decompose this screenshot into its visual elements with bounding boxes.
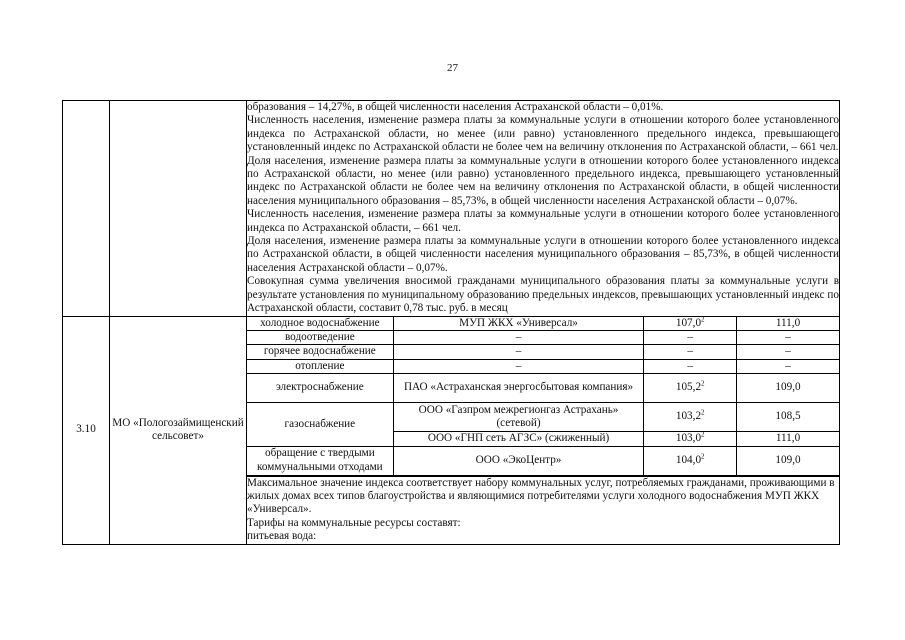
index-value: – [644, 359, 737, 373]
limit-value: 111,0 [737, 317, 840, 331]
limit-value: 111,0 [737, 432, 840, 446]
paragraph: Доля населения, изменение размера платы за коммунальные услуги в отношении которого более установленного индекса по Астраханской области, в общей численности населения муниципального образования – 85,73%, в общей численности населения Астраханской области – 0,07%. [247, 235, 839, 274]
service-name: электроснабжение [247, 374, 393, 403]
limit-value: – [737, 345, 840, 359]
service-name: холодное водоснабжение [247, 317, 393, 331]
paragraph: Тарифы на коммунальные ресурсы составят: [247, 516, 461, 529]
document-table [62, 100, 840, 545]
paragraph: Совокупная сумма увеличения вносимой гражданами муниципального образования платы за коммунальные услуги в результате установления по муниципальному образованию предельных индексов, превышающих установленный индекс по Астраханской области, составит 0,78 тыс. руб. в месяц [247, 275, 839, 315]
provider-name: ООО «ЭкоЦентр» [393, 446, 644, 475]
service-name: отопление [247, 359, 393, 373]
paragraph: Численность населения, изменение размера платы за коммунальные услуги в отношении которого более установленного индекса по Астраханской области, но менее (или равно) установленного предельного индекса, превышающего установленный индекс по Астраханской области не более чем на величину отклонения по Астраханской области, – 661 чел. [247, 114, 839, 154]
empty-number-cell [63, 101, 110, 317]
paragraph: образования – 14,27%, в общей численности населения Астраханской области – 0,01%. [247, 101, 664, 113]
section-notes [247, 476, 839, 544]
limit-value: 109,0 [737, 446, 840, 475]
index-value: 105,2$^2$ [644, 374, 737, 403]
paragraph: питьевая вода: [247, 530, 317, 543]
service-row [247, 345, 839, 359]
service-row [247, 359, 839, 373]
service-name: водоотведение [247, 330, 393, 344]
index-value: – [644, 330, 737, 344]
service-row [247, 317, 839, 331]
index-value: 103,0$^2$ [644, 432, 737, 446]
index-value: 107,0$^2$ [644, 317, 737, 331]
index-value: – [644, 345, 737, 359]
section-row [63, 316, 840, 544]
paragraph: Доля населения, изменение размера платы за коммунальные услуги в отношении которого более установленного индекса по Астраханской области, но менее (или равно) установленного предельного индекса, превышающего установленный индекс по Астраханской области не более чем на величину отклонения по Астраханской области, в общей численности населения муниципального образования – 85,73%, в общей численности населения Астраханской области – 0,07%. [247, 154, 839, 207]
limit-value: 108,5 [737, 403, 840, 432]
continuation-row [63, 101, 840, 317]
service-name: обращение с твердыми коммунальными отходами [247, 446, 393, 475]
service-name: газоснабжение [247, 403, 393, 446]
empty-mo-cell [110, 101, 247, 317]
provider-name: – [393, 330, 644, 344]
services-table [247, 314, 839, 476]
provider-name: – [393, 359, 644, 373]
provider-name: ПАО «Астраханская энергосбытовая компания» [393, 374, 644, 403]
municipality-name: МО «Пологозаймищенский сельсовет» [110, 316, 247, 544]
index-value: 103,2$^2$ [644, 403, 737, 432]
section-number: 3.10 [63, 316, 110, 544]
service-row [247, 446, 839, 475]
limit-value: – [737, 359, 840, 373]
page-number: 27 [447, 62, 458, 74]
provider-name: ООО «ГНП сеть АГЗС» (сжиженный) [393, 432, 644, 446]
service-name: горячее водоснабжение [247, 345, 393, 359]
service-row [247, 374, 839, 403]
continuation-text [247, 101, 840, 317]
limit-value: – [737, 330, 840, 344]
provider-name: МУП ЖКХ «Универсал» [393, 317, 644, 331]
provider-name: – [393, 345, 644, 359]
provider-name: ООО «Газпром межрегионгаз Астрахань» (сетевой) [393, 403, 644, 432]
service-row [247, 403, 839, 432]
paragraph: Численность населения, изменение размера платы за коммунальные услуги в отношении которого более установленного индекса по Астраханской области, – 661 чел. [247, 208, 839, 234]
index-value: 104,0$^2$ [644, 446, 737, 475]
limit-value: 109,0 [737, 374, 840, 403]
section-content [247, 316, 840, 544]
service-row [247, 330, 839, 344]
paragraph: Максимальное значение индекса соответствует набору коммунальных услуг, потребляемых гражданами, проживающими в жилых домах всех типов благоустройства и являющимися потребителями услуги холодного водоснабжения МУП ЖКХ «Универсал». [247, 476, 835, 516]
